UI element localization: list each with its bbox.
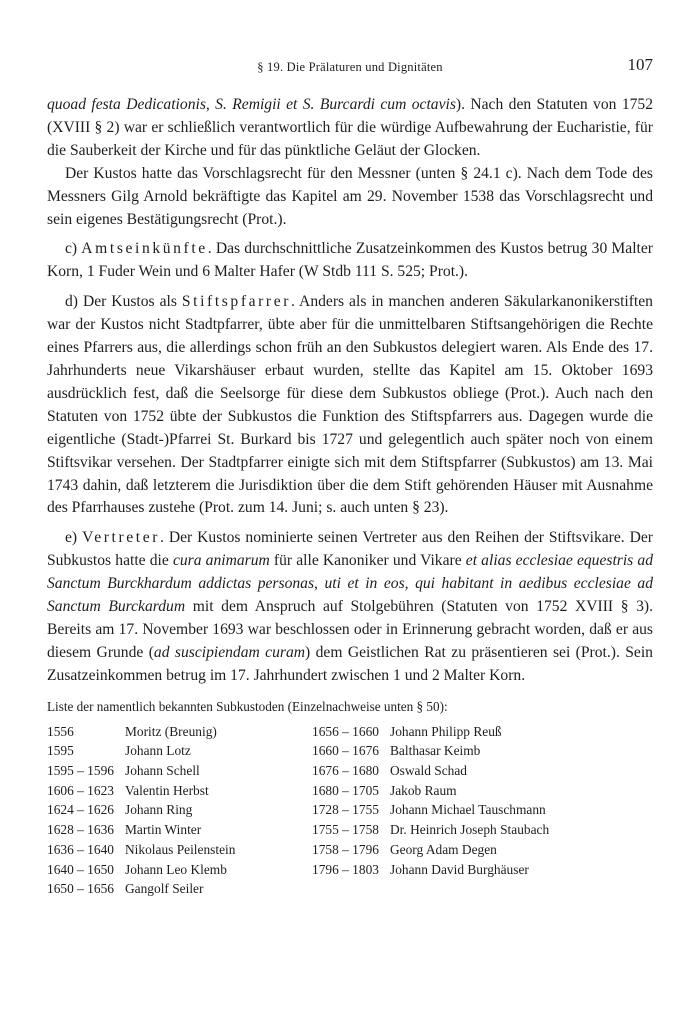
section-label: d) Der Kustos als <box>65 293 177 311</box>
paragraph-text: . Das durchschnittliche Zusatzeinkommen des Kustos betrug 30 Malter Korn, 1 Fuder Wein und 6 Malter Hafer (W Stdb 111 S. 525; Prot.). <box>47 240 653 281</box>
list-item-name: Johann Leo Klemb <box>125 861 227 877</box>
list-item-name: Johann David Burghäuser <box>390 861 529 877</box>
list-item-name: Georg Adam Degen <box>390 841 497 857</box>
paragraph-text: für alle Kanoniker und Vikare <box>269 552 466 570</box>
list-item <box>312 761 653 781</box>
list-item-years: 1660 – 1676 <box>312 743 379 759</box>
list-item-name: Johann Lotz <box>125 743 191 759</box>
list-item-name: Johann Michael Tauschmann <box>390 802 546 818</box>
list-item-years: 1650 – 1656 <box>47 881 114 897</box>
list-item <box>47 860 312 880</box>
list-item <box>47 879 312 899</box>
paragraph-2 <box>47 163 653 232</box>
list-item <box>312 741 653 761</box>
list-item-name: Gangolf Seiler <box>125 881 204 897</box>
list-column-right <box>312 722 653 899</box>
list-item <box>47 722 312 742</box>
paragraph-3 <box>47 238 653 284</box>
list-item-name: Moritz (Breunig) <box>125 723 217 739</box>
list-item-name: Balthasar Keimb <box>390 743 481 759</box>
list-item <box>312 722 653 742</box>
list-item-name: Oswald Schad <box>390 763 467 779</box>
list-item <box>47 840 312 860</box>
latin-phrase: et alias ecclesiae equestris ad Sanctum Burckhardum addictas personas, uti et in eos, qui habitant in aedibus ecclesiae ad Sanctum Burckardum <box>47 552 653 616</box>
running-title: § 19. Die Prälaturen und Dignitäten <box>257 60 443 74</box>
list-item-name: Johann Schell <box>125 763 200 779</box>
latin-phrase: quoad festa Dedicationis, S. Remigii et S. Burcardi cum octavis <box>47 96 456 113</box>
list-item <box>312 820 653 840</box>
list-item-name: Dr. Heinrich Joseph Staubach <box>390 822 550 838</box>
list-title: Liste der namentlich bekannten Subkustoden (Einzelnachweise unten § 50): <box>47 698 448 714</box>
list-item-years: 1680 – 1705 <box>312 782 379 798</box>
list-item <box>47 781 312 801</box>
paragraph-5 <box>47 527 653 687</box>
list-item-years: 1628 – 1636 <box>47 822 114 838</box>
paragraph-4 <box>47 291 653 520</box>
paragraph-text: . Anders als in manchen anderen Säkularkanonikerstiften war der Kustos nicht Stadtpfarrer, übte aber für die unmittelbaren Stiftsangehörigen die Rechte eines Pfarrers aus, die allerdings schon früh an den Subkustos delegiert waren. Als Ende des 17. Jahrhunderts neue Vikarshäuser erbaut wurden, stellte das Kapitel am 15. Oktober 1693 ausdrücklich fest, daß die Seelsorge für diese dem Subkustos obliege (Prot.). Auch nach den Statuten von 1752 übte der Subkustos die Funktion des Stiftspfarrers aus. Dagegen wurde die eigentliche (Stadt-)Pfarrei St. Burkard bis 1727 und gelegentlich auch später noch von einem Stiftsvikar versehen. Der Stadtpfarrer einigte sich mit dem Stiftspfarrer (Subkustos) am 13. Mai 1743 dahin, daß letzterem die Jurisdiktion über die dem Stift gehörenden Häuser mit Ausnahme des Pfarrhauses zustehe (Prot. zum 14. Juni; s. auch unten § 23). <box>47 293 653 517</box>
list-item <box>47 820 312 840</box>
latin-phrase: ad suscipiendam curam <box>153 643 306 661</box>
list-item-years: 1728 – 1755 <box>312 802 379 818</box>
list-item <box>312 781 653 801</box>
list-item <box>312 800 653 820</box>
list-item-name: Martin Winter <box>125 822 202 838</box>
list-item-name: Johann Ring <box>125 802 193 818</box>
paragraph-text: Der Kustos hatte das Vorschlagsrecht für den Messner (unten § 24.1 c). Nach dem Tode des Messners Gilg Arnold bekräftigte das Kapitel am 29. November 1538 das Vorschlagsrecht und sein eigenes Bestätigungsrecht (Prot.). <box>47 164 653 228</box>
page-header <box>47 50 653 80</box>
document-page <box>47 50 653 899</box>
page-number: 107 <box>627 55 653 74</box>
list-item-name: Johann Philipp Reuß <box>390 723 502 739</box>
list-item-years: 1606 – 1623 <box>47 782 114 798</box>
section-label: e) <box>65 529 78 547</box>
latin-phrase: cura animarum <box>172 552 270 570</box>
list-item <box>47 741 312 761</box>
list-item-years: 1556 <box>47 723 74 739</box>
section-label: c) <box>65 240 78 258</box>
section-heading: Vertreter <box>82 529 161 547</box>
list-item-name: Nikolaus Peilenstein <box>125 841 236 857</box>
list-item-name: Valentin Herbst <box>125 782 209 798</box>
list-item-years: 1755 – 1758 <box>312 822 379 838</box>
list-item <box>47 800 312 820</box>
list-item-name: Jakob Raum <box>390 782 457 798</box>
list-item <box>312 860 653 880</box>
body-text <box>47 94 653 688</box>
paragraph-1 <box>47 94 653 163</box>
list-item <box>47 761 312 781</box>
list-item-years: 1656 – 1660 <box>312 723 379 739</box>
list-item-years: 1636 – 1640 <box>47 841 114 857</box>
subkustoden-list <box>47 722 653 899</box>
list-item <box>312 840 653 860</box>
list-column-left <box>47 722 312 899</box>
paragraph-text: ) dem Geistlichen Rat zu präsentieren sei (Prot.). Sein Zusatzeinkommen betrug im 17. Jahrhundert zwischen 1 und 2 Malter Korn. <box>47 643 653 684</box>
paragraph-text: mit dem Anspruch auf Stolgebühren (Statuten von 1752 XVIII § 3). Bereits am 17. November 1693 war beschlossen oder in Erinnerung gebracht worden, daß er aus diesem Grunde ( <box>47 598 653 661</box>
list-item-years: 1640 – 1650 <box>47 861 114 877</box>
section-heading: Amtseinkünfte <box>81 240 208 258</box>
list-item-years: 1624 – 1626 <box>47 802 114 818</box>
list-item-years: 1758 – 1796 <box>312 841 379 857</box>
paragraph-text: ). Nach den Statuten von 1752 (XVIII § 2) war er schließlich verantwortlich für die würdige Aufbewahrung der Eucharistie, für die Sauberkeit der Kirche und für das pünktliche Geläut der Glocken. <box>47 96 654 159</box>
list-item-years: 1595 – 1596 <box>47 763 114 779</box>
list-item-years: 1676 – 1680 <box>312 763 379 779</box>
paragraph-text: . Der Kustos nominierte seinen Vertreter aus den Reihen der Stiftsvikare. Der Subkustos hatte die <box>47 529 653 570</box>
section-heading: Stiftspfarrer <box>181 293 292 311</box>
list-item-years: 1796 – 1803 <box>312 861 379 877</box>
list-item-years: 1595 <box>47 743 74 759</box>
